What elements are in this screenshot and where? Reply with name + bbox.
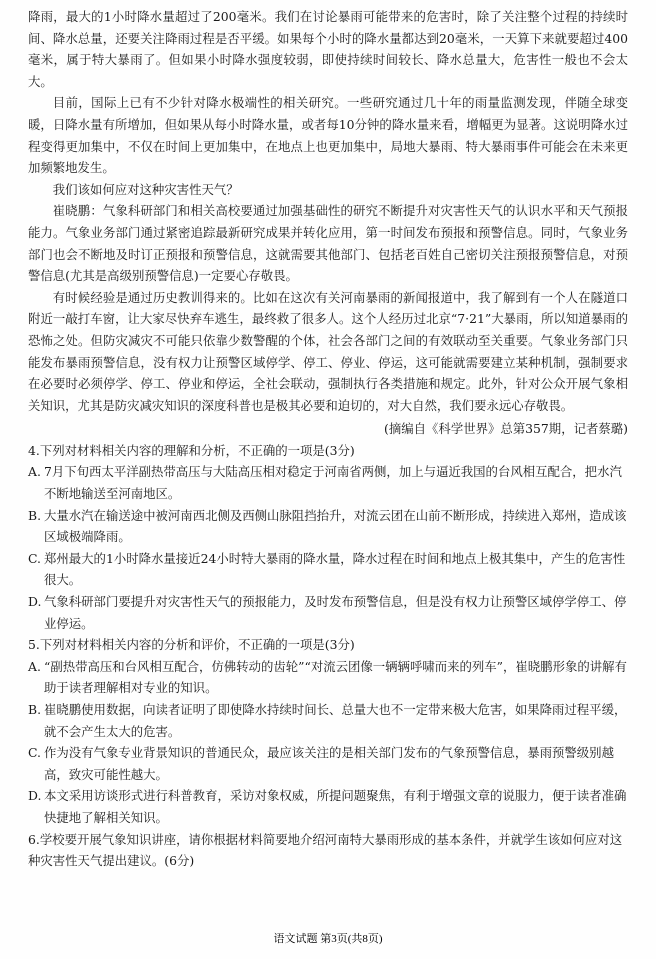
option-text: 崔晓鹏使用数据，向读者证明了即使降水持续时间长、总量大也不一定带来极大危害，如果降雨过程平缓，就不会产生太大的危害。	[44, 702, 627, 739]
option-label: D.	[28, 594, 42, 610]
passage-paragraph-2: 目前，国际上已有不少针对降水极端性的相关研究。一些研究通过几十年的雨量监测发现，伴随全球变暖，日降水量有所增加，但如果从每小时降水量，或者每10分钟的降水量来看，增幅更为显著。这说明降水过程变得更加集中，不仅在时间上更加集中，在地点上也更加集中，局地大暴雨、特大暴雨事件可能会在未来更加频繁地发生。	[28, 95, 628, 176]
option-label: A.	[28, 464, 41, 480]
option-text: 作为没有气象专业背景知识的普通民众，最应该关注的是相关部门发布的气象预警信息，暴雨预警级别越高，致灾可能性越大。	[44, 745, 614, 782]
option-text: 本文采用访谈形式进行科普教育，采访对象权威，所提问题聚焦，有利于增强文章的说服力，便于读者准确快捷地了解相关知识。	[44, 788, 627, 825]
option-label: C.	[28, 550, 41, 566]
option-a	[28, 656, 628, 699]
interview-question: 我们该如何应对这种灾害性天气？	[52, 181, 239, 197]
page-footer: 语文试题 第3页(共8页)	[273, 933, 383, 945]
option-b	[28, 699, 628, 742]
passage-paragraph-1: 降雨，最大的1小时降水量超过了200毫米。我们在讨论暴雨可能带来的危害时，除了关注整个过程的持续时间、降水总量，还要关注降雨过程是否平缓。如果每个小时的降水量都达到20毫米，一天算下来就要超过400毫米，属于特大暴雨了。但如果小时降水强度较弱，即使持续时间较长、降水总量大，危害性一般也不会太大。	[28, 9, 628, 89]
option-text: 气象科研部门要提升对灾害性天气的预报能力，及时发布预警信息，但是没有权力让预警区域停学停工、停业停运。	[44, 594, 627, 631]
option-text: 大量水汽在输送途中被河南西北侧及西侧山脉阻挡抬升，对流云团在山前不断形成，持续进入郑州，造成该区域极端降雨。	[44, 507, 627, 545]
question-4	[28, 440, 628, 634]
option-a	[28, 461, 628, 504]
question-6	[28, 829, 628, 872]
option-c	[28, 548, 628, 591]
option-label: B.	[28, 702, 42, 717]
question-stem: 5.下列对材料相关内容的分析和评价，不正确的一项是(3分)	[28, 637, 355, 653]
question-5	[28, 634, 628, 828]
option-label: C.	[28, 745, 41, 761]
passage-source: (摘编自《科学世界》总第357期，记者蔡璐)	[384, 421, 628, 437]
question-stem: 4.下列对材料相关内容的理解和分析，不正确的一项是(3分)	[28, 442, 355, 458]
option-text: 7月下旬西太平洋副热带高压与大陆高压相对稳定于河南省两侧，加上与逼近我国的台风相互配合，把水汽不断地输送至河南地区。	[44, 464, 622, 502]
option-b	[28, 505, 628, 548]
passage-paragraph-answer: 崔晓鹏：气象科研部门和相关高校要通过加强基础性的研究不断提升对灾害性天气的认识水平和天气预报能力。气象业务部门通过紧密追踪最新研究成果并转化应用，第一时间发布预报和预警信息。同时，气象业务部门也会不断地及时订正预报和预警信息，这就需要其他部门、包括老百姓自己密切关注预报预警信息，对预警信息(尤其是高级别预警信息)一定要心存敬畏。	[28, 203, 628, 284]
option-label: B.	[28, 507, 42, 523]
option-text: 郑州最大的1小时降水量接近24小时特大暴雨的降水量，降水过程在时间和地点上极其集中，产生的危害性很大。	[44, 550, 626, 588]
option-d	[28, 785, 628, 828]
option-c	[28, 742, 628, 785]
option-label: D.	[28, 788, 42, 804]
option-text: “副热带高压和台风相互配合，仿佛转动的齿轮”“对流云团像一辆辆呼啸而来的列车”，崔晓鹏形象的讲解有助于读者理解相对专业的知识。	[44, 658, 627, 696]
option-label: A.	[28, 658, 41, 674]
option-d	[28, 591, 628, 634]
passage-paragraph-experience: 有时候经验是通过历史教训得来的。比如在这次有关河南暴雨的新闻报道中，我了解到有一个人在隧道口附近一敲打车窗，让大家尽快弃车逃生，最终救了很多人。这个人经历过北京“7·21”大暴雨，所以知道暴雨的恐怖之处。但防灾减灾不可能只依靠少数警醒的个体，社会各部门之间的有效联动至关重要。气象业务部门只能发布暴雨预警信息，没有权力让预警区域停学、停工、停业、停运，这可能就需要建立某种机制，强制要求在必要时必须停学、停工、停业和停运，全社会联动，强制执行各类措施和规定。此外，针对公众开展气象相关知识，尤其是防灾减灾知识的深度科普也是极其必要和迫切的，对大自然，我们要永远心存敬畏。	[28, 289, 628, 413]
question-stem: 6.学校要开展气象知识讲座，请你根据材料简要地介绍河南特大暴雨形成的基本条件，并就学生该如何应对这种灾害性天气提出建议。(6分)	[28, 831, 623, 869]
